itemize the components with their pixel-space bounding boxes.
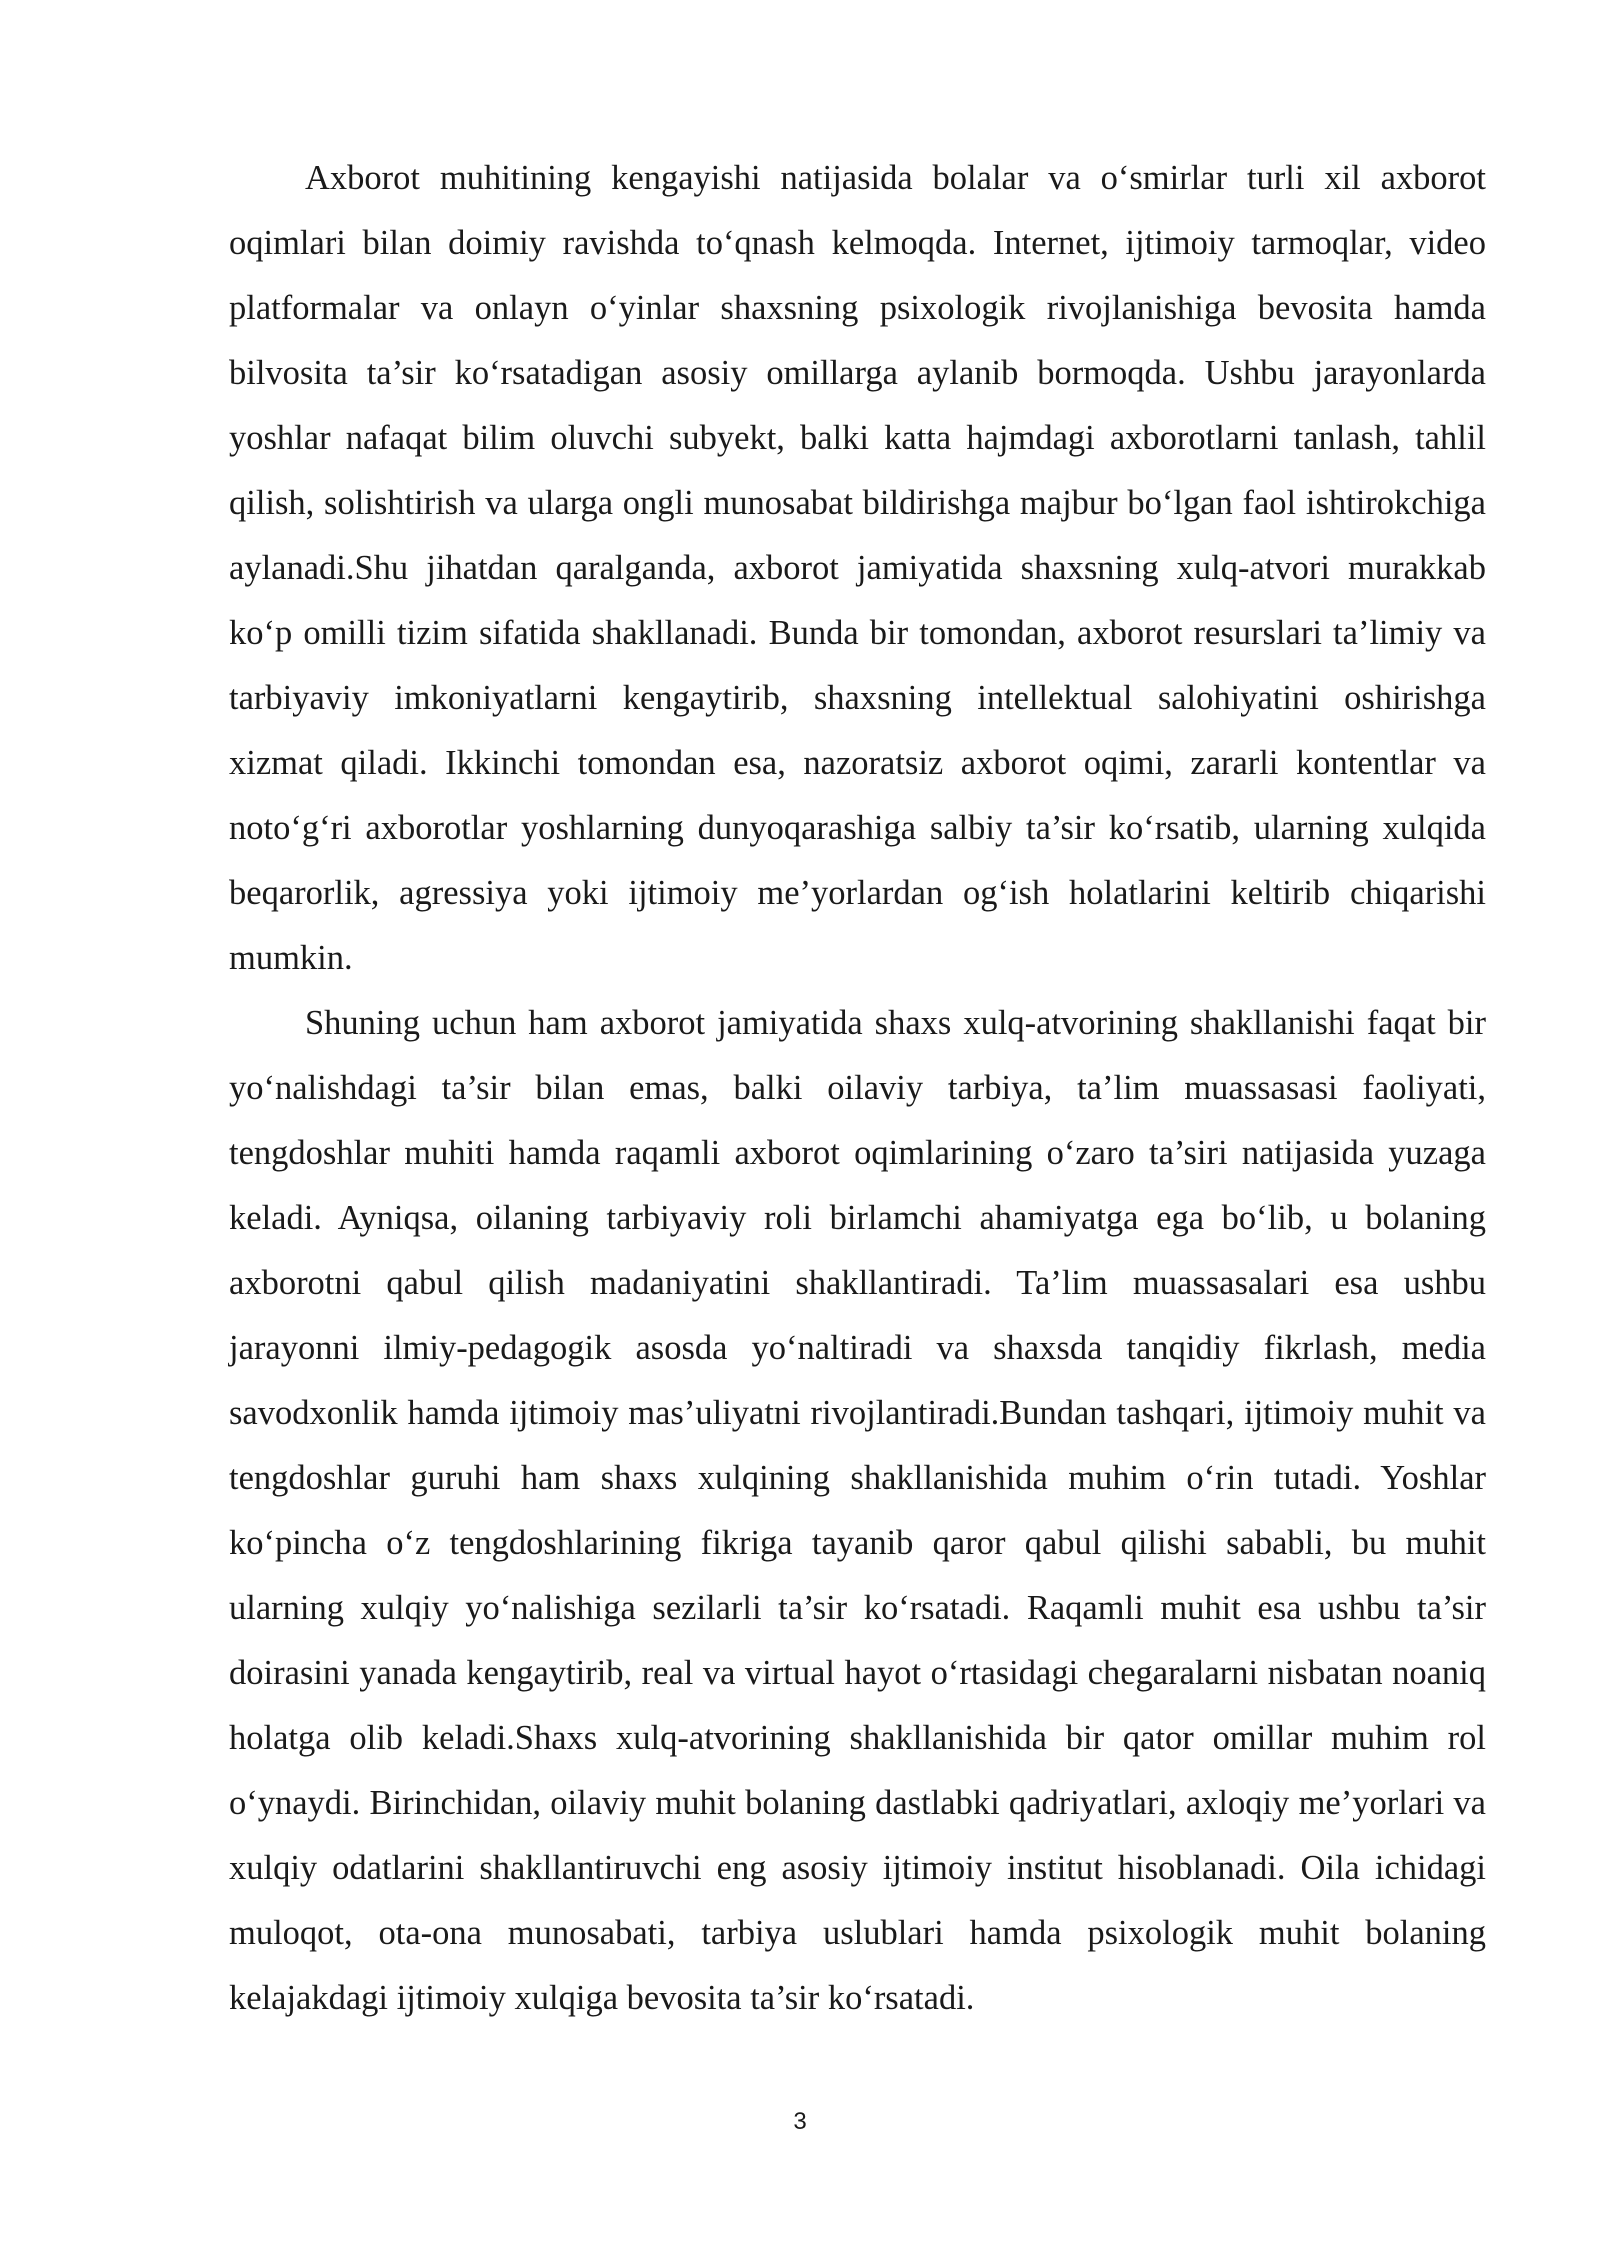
paragraph-1: Axborot muhitining kengayishi natijasida bolalar va o‘smirlar turli xil axborot oqimlari bilan doimiy ravishda to‘qnash kelmoqda. Internet, ijtimoiy tarmoqlar, video platformalar va onlayn o‘yinlar shaxsning psixologik rivojlanishiga bevosita hamda bilvosita ta’sir ko‘rsatadigan asosiy omillarga aylanib bormoqda. Ushbu jarayonlarda yoshlar nafaqat bilim oluvchi subyekt, balki katta hajmdagi axborotlarni tanlash, tahlil qilish, solishtirish va ularga ongli munosabat bildirishga majbur bo‘lgan faol ishtirokchiga aylanadi.Shu jihatdan qaralganda, axborot jamiyatida shaxsning xulq-atvori murakkab ko‘p omilli tizim sifatida shakllanadi. Bunda bir tomondan, axborot resurslari ta’limiy va tarbiyaviy imkoniyatlarni kengaytirib, shaxsning intellektual salohiyatini oshirishga xizmat qiladi. Ikkinchi tomondan esa, nazoratsiz axborot oqimi, zararli kontentlar va noto‘g‘ri axborotlar yoshlarning dunyoqarashiga salbiy ta’sir ko‘rsatib, ularning xulqida beqarorlik, agressiya yoki ijtimoiy me’yorlardan og‘ish holatlarini keltirib chiqarishi mumkin. — [229, 159, 1486, 977]
body-text — [229, 146, 1486, 2031]
page-number: 3 — [793, 2108, 807, 2135]
paragraph-2: Shuning uchun ham axborot jamiyatida shaxs xulq-atvorining shakllanishi faqat bir yo‘nalishdagi ta’sir bilan emas, balki oilaviy tarbiya, ta’lim muassasasi faoliyati, tengdoshlar muhiti hamda raqamli axborot oqimlarining o‘zaro ta’siri natijasida yuzaga keladi. Ayniqsa, oilaning tarbiyaviy roli birlamchi ahamiyatga ega bo‘lib, u bolaning axborotni qabul qilish madaniyatini shakllantiradi. Ta’lim muassasalari esa ushbu jarayonni ilmiy-pedagogik asosda yo‘naltiradi va shaxsda tanqidiy fikrlash, media savodxonlik hamda ijtimoiy mas’uliyatni rivojlantiradi.Bundan tashqari, ijtimoiy muhit va tengdoshlar guruhi ham shaxs xulqining shakllanishida muhim o‘rin tutadi. Yoshlar ko‘pincha o‘z tengdoshlarining fikriga tayanib qaror qabul qilishi sababli, bu muhit ularning xulqiy yo‘nalishiga sezilarli ta’sir ko‘rsatadi. Raqamli muhit esa ushbu ta’sir doirasini yanada kengaytirib, real va virtual hayot o‘rtasidagi chegaralarni nisbatan noaniq holatga olib keladi.Shaxs xulq-atvorining shakllanishida bir qator omillar muhim rol o‘ynaydi. Birinchidan, oilaviy muhit bolaning dastlabki qadriyatlari, axloqiy me’yorlari va xulqiy odatlarini shakllantiruvchi eng asosiy ijtimoiy institut hisoblanadi. Oila ichidagi muloqot, ota-ona munosabati, tarbiya uslublari hamda psixologik muhit bolaning kelajakdagi ijtimoiy xulqiga bevosita ta’sir ko‘rsatadi. — [229, 1004, 1486, 2017]
